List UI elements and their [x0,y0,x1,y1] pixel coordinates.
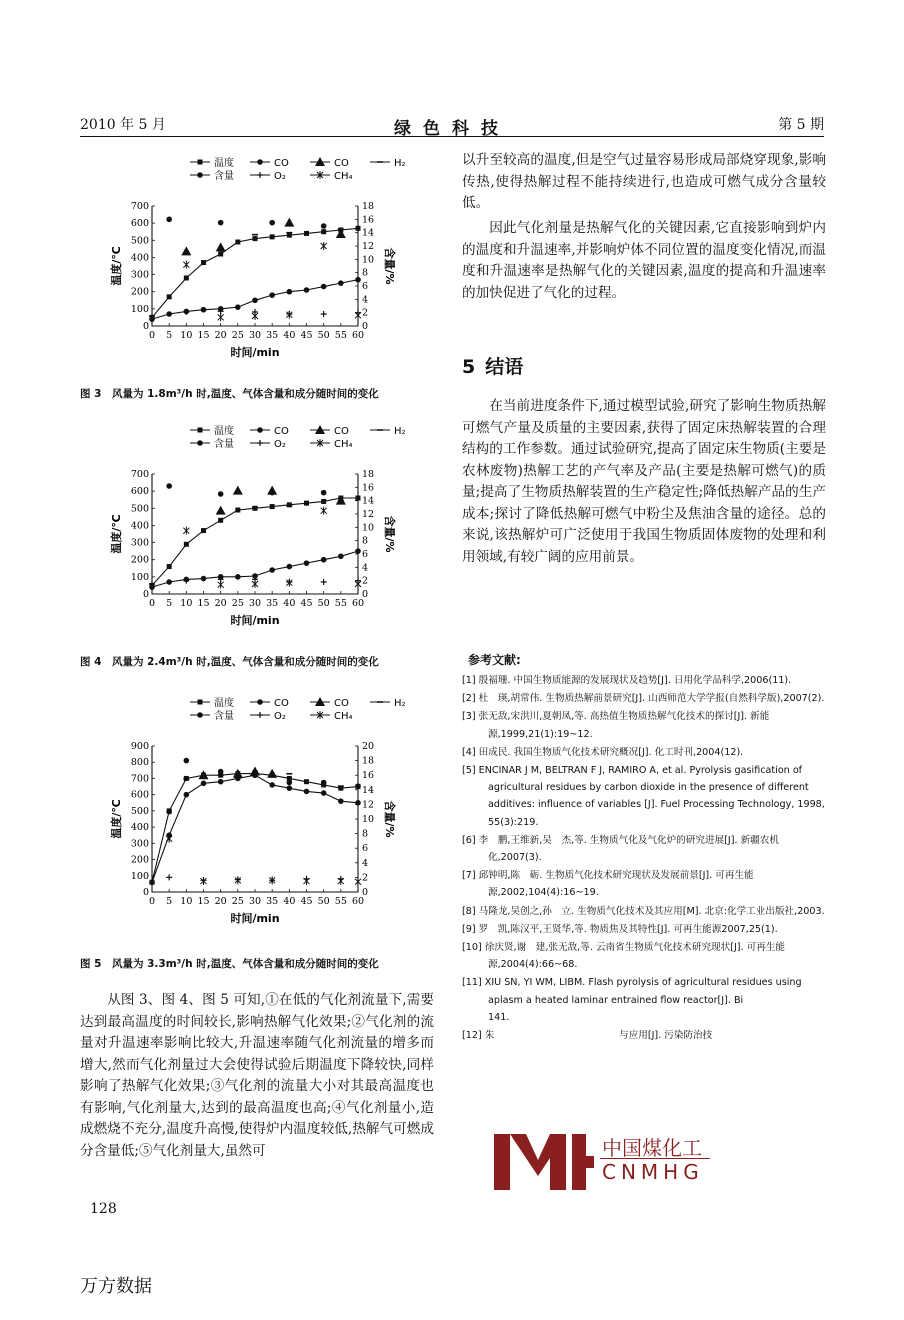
y-tick-label: 700 [130,201,149,212]
data-point-co [184,758,190,764]
data-point-temperature [184,276,189,281]
y-tick-label: 0 [142,321,149,332]
x-tick-label: 55 [334,896,347,907]
figure-5-caption: 图 5 风量为 3.3m³/h 时,温度、气体含量和成分随时间的变化 [80,958,379,970]
data-point-co [321,490,327,496]
data-point-co [269,220,275,226]
x-axis-label: 时间/min [230,614,280,627]
data-point-content [355,277,361,283]
y2-tick-label: 12 [362,509,375,520]
y2-tick-label: 4 [362,562,369,574]
y-tick-label: 0 [142,589,149,600]
x-tick-label: 0 [148,330,156,341]
reference-item: [3] 张无敌,宋洪川,夏朝凤,等. 高热值生物质热解气化技术的探讨[J]. 新能源,1999,21(1):19~12. [462,711,770,740]
y2-tick-label: 18 [362,201,375,212]
y2-tick-label: 8 [362,267,369,279]
y2-tick-label: 14 [362,495,375,507]
y-tick-label: 100 [130,303,149,315]
x-tick-label: 5 [166,598,173,609]
legend-label-o2: O₂ [274,439,286,450]
x-tick-label: 45 [300,598,313,609]
y-tick-label: 200 [130,286,149,298]
legend-label-co2: CO [334,426,349,437]
x-tick-label: 50 [317,330,330,341]
data-point-ch4 [338,877,344,885]
reference-item: [10] 徐庆贤,谢 建,张无敌,等. 云南省生物质气化技术研究现状[J]. 可再生能源,2004(4):66~68. [462,942,786,971]
y-tick-label: 600 [130,218,149,230]
data-point-co [321,223,327,229]
x-tick-label: 10 [180,598,193,609]
conclusion-paragraph: 在当前进度条件下,通过模型试验,研究了影响生物质热解可燃气产量及质量的主要因素,获得了固定床热解装置的合理结构的工作参数。通过试验研究,提高了固定床生物质(主要是农林废物)热解工艺的产气率及产品(主要是热解可燃气)的质量;提高了生物质热解装置的生产稳定性;降低热解产品的生产成本;探讨了降低热解可燃气中粉尘及焦油含量的途径。总的来说,该热解炉可广泛使用于我国生物质固体废物的处理和利用领域,有较广阔的应用前景。 [462,398,826,565]
x-tick-label: 45 [300,330,313,341]
y2-tick-label: 16 [362,214,375,226]
x-tick-label: 15 [197,598,210,609]
x-tick-label: 45 [300,896,313,907]
data-point-temperature [321,499,326,504]
y2-tick-label: 4 [362,294,369,306]
data-point-content [269,782,275,788]
data-point-content [201,576,207,582]
data-point-co2 [216,506,226,515]
legend-label-co2: CO [334,698,349,709]
data-point-ch4 [355,878,361,886]
y2-tick-label: 6 [362,843,369,855]
data-point-co [166,217,172,223]
legend-label-ch4: CH₄ [334,711,353,722]
data-point-temperature [270,504,275,509]
source-label: 万方数据 [80,1276,152,1297]
data-point-ch4 [183,261,189,269]
x-tick-label: 55 [334,598,347,609]
y2-tick-label: 12 [362,241,375,252]
x-tick-label: 25 [231,330,244,341]
figure-4 [80,418,480,640]
references-heading: 参考文献: [468,653,521,667]
watermark-en-text: CNMHG [602,1160,704,1184]
data-point-content [321,284,327,290]
y-tick-label: 100 [130,870,149,882]
x-tick-label: 15 [197,896,210,907]
header-journal: 绿色科技 [394,119,510,139]
legend-label-h2: H₂ [394,158,406,169]
data-point-temperature [235,508,240,513]
data-point-ch4 [218,581,224,589]
x-tick-label: 25 [231,896,244,907]
section-number: 5 [462,356,476,378]
data-point-temperature [356,226,361,231]
data-point-content [269,567,275,573]
data-point-co2 [216,242,226,251]
data-point-content [338,798,344,804]
legend-label-content: 含量 [214,439,234,450]
chart-axes [152,206,358,326]
legend-marker-temperature [198,700,203,705]
data-point-ch4 [252,312,258,320]
watermark-mh-icon [492,1130,600,1192]
y-tick-label: 500 [130,235,149,247]
reference-item: [7] 邱钟明,陈 砺. 生物质气化技术研究现状及发展前景[J]. 可再生能源,2002,104(4):16~19. [462,870,754,899]
legend-marker-content [197,712,203,718]
data-point-temperature [167,564,172,569]
legend-label-co2: CO [334,158,349,169]
data-point-content [235,304,241,310]
data-point-temperature [218,518,223,523]
data-point-temperature [356,496,361,501]
y-tick-label: 300 [130,537,149,549]
y-tick-label: 400 [130,520,149,532]
reference-item: [2] 杜 瑛,胡常伟. 生物质热解前景研究[J]. 山西师范大学学报(自然科学版),2007(2). [462,693,825,705]
y-tick-label: 200 [130,854,149,866]
y-tick-label: 300 [130,269,149,281]
right-paragraph-2: 因此气化剂量是热解气化的关键因素,它直接影响到炉内的温度和升温速率,并影响炉体不同位置的温度变化情况,而温度和升温速率是热解气化的关键因素,温度的提高和升温速率的加快促进了气化的过程。 [462,220,826,301]
y-tick-label: 100 [130,571,149,583]
reference-item: [12] 朱 与应用[J]. 污染防治技 [462,1030,713,1042]
x-tick-label: 10 [180,896,193,907]
y2-tick-label: 0 [362,589,369,600]
data-point-ch4 [286,311,292,319]
x-tick-label: 20 [214,598,227,609]
legend-marker-co [257,427,263,433]
y2-tick-label: 8 [362,828,369,840]
y2-tick-label: 12 [362,799,375,811]
legend-marker-co [257,699,263,705]
y2-tick-label: 10 [362,522,375,534]
data-point-co2 [233,486,243,495]
reference-item: [5] ENCINAR J M, BELTRAN F J, RAMIRO A, et al. Pyrolysis gasification of agricultural residues by carbon dioxide in the presence of different additives: influence of variables [J]. Fuel Processing Technology, 1998, 55(3):219. [462,765,825,828]
y2-tick-label: 6 [362,549,369,560]
data-point-content [184,792,190,798]
data-point-temperature [167,294,172,299]
data-point-content [252,297,258,303]
x-tick-label: 30 [248,330,262,341]
data-point-co [355,783,361,789]
legend-label-h2: H₂ [394,698,406,709]
data-point-content [149,879,155,885]
y2-tick-label: 2 [362,575,369,587]
section-heading [462,352,523,379]
y2-tick-label: 0 [362,887,369,898]
x-tick-label: 40 [283,598,296,609]
x-tick-label: 40 [283,896,296,907]
reference-item: [1] 殷福珊. 中国生物质能源的发展现状及趋势[J]. 日用化学品科学,2006(11). [462,675,792,686]
x-tick-label: 60 [351,598,365,609]
references-list [462,672,878,1045]
series-line-temperature [152,774,358,883]
figure-5-chart [80,690,480,935]
data-point-content [321,557,327,563]
y-tick-label: 200 [130,554,149,566]
y2-axis-label: 含量/% [383,515,396,553]
series-line-content [152,775,358,882]
data-point-co [166,483,172,489]
legend-label-content: 含量 [214,171,234,182]
y-tick-label: 900 [130,741,149,752]
figure-4-chart [80,418,480,640]
legend-label-temperature: 温度 [214,158,234,169]
x-tick-label: 50 [317,598,330,609]
reference-item: [6] 李 鹏,王维新,吴 杰,等. 生物质气化及气化炉的研究进展[J]. 新疆农机化,2007(3). [462,834,779,864]
data-point-temperature [304,779,309,784]
header-date: 2010 年 5 月 [80,117,166,133]
data-point-temperature [253,236,258,241]
x-tick-label: 30 [248,896,262,907]
legend-label-o2: O₂ [274,711,286,722]
y2-axis-label: 含量/% [383,800,396,838]
y2-tick-label: 14 [362,784,375,796]
y2-tick-label: 16 [362,770,375,782]
x-tick-label: 50 [317,896,330,907]
legend-label-temperature: 温度 [214,698,234,709]
data-point-ch4 [252,580,258,588]
data-point-temperature [321,229,326,234]
data-point-temperature [184,542,189,547]
legend-label-co: CO [274,698,289,709]
x-tick-label: 35 [266,598,279,609]
data-point-content [287,785,293,791]
y2-tick-label: 20 [362,741,375,752]
data-point-co2 [267,486,277,495]
x-tick-label: 20 [214,330,227,341]
legend-marker-temperature [198,428,203,433]
y2-tick-label: 18 [362,469,375,480]
data-point-ch4 [321,507,327,515]
data-point-o2 [321,579,327,585]
data-point-co2 [284,218,294,227]
x-tick-label: 10 [180,330,193,341]
y2-tick-label: 2 [362,872,369,884]
legend-marker-o2 [257,712,263,718]
data-point-o2 [166,874,172,880]
legend-marker-co [257,159,263,165]
legend-label-h2: H₂ [394,426,406,437]
right-paragraph-1: 以升至较高的温度,但是空气过量容易形成局部烧穿现象,影响传热,使得热解过程不能持续进行,也造成可燃气成分含量较低。 [462,152,826,211]
left-body-paragraph: 从图 3、图 4、图 5 可知,①在低的气化剂流量下,需要达到最高温度的时间较长,影响热解气化效果;②气化剂的流量对升温速率影响比较大,升温速率随气化剂流量的增多而增大,然而气化剂量过大会使得试验后期温度下降较快,同样影响了热解气化效果;③气化剂的流量大小对其最高温度也有影响,气化剂量大,达到的最高温度也高;④气化剂量小,造成燃烧不充分,温度升高慢,使得炉内温度较低,热解气可燃成分含量低;⑤气化剂量大,虽然可 [80,992,434,1159]
data-point-o2 [321,311,327,317]
data-point-content [355,800,361,806]
legend-label-temperature: 温度 [214,426,234,437]
legend-label-o2: O₂ [274,171,286,182]
reference-item: [4] 田成民. 我国生物质气化技术研究概况[J]. 化工时刊,2004(12). [462,746,744,758]
figure-3 [80,150,480,372]
figure-3-chart [80,150,480,372]
data-point-content [304,560,310,566]
legend-label-content: 含量 [214,711,234,722]
y-tick-label: 700 [130,773,149,785]
data-point-content [218,779,224,785]
x-tick-label: 35 [266,896,279,907]
data-point-ch4 [201,877,207,885]
legend-marker-content [197,172,203,178]
data-point-ch4 [183,527,189,535]
data-point-co [287,780,293,786]
data-point-co [218,220,224,226]
x-tick-label: 0 [148,598,156,609]
y-tick-label: 400 [130,252,149,264]
data-point-content [355,548,361,554]
figure-5 [80,690,480,935]
x-tick-label: 30 [248,598,262,609]
data-point-co [218,491,224,497]
header-issue: 第 5 期 [778,117,824,133]
y2-tick-label: 18 [362,755,375,767]
y2-axis-label: 含量/% [383,247,396,285]
legend-label-co: CO [274,158,289,169]
page-header [80,112,824,137]
x-axis-label: 时间/min [230,346,280,359]
x-tick-label: 5 [166,896,173,907]
y-tick-label: 800 [130,757,149,769]
y-axis-label: 温度/℃ [110,246,123,286]
y-tick-label: 600 [130,486,149,498]
data-point-co [218,769,224,775]
data-point-temperature [201,260,206,265]
data-point-content [166,311,172,317]
legend-label-ch4: CH₄ [334,171,353,182]
data-point-content [235,574,241,580]
x-tick-label: 5 [166,330,173,341]
y2-tick-label: 14 [362,227,375,239]
y2-tick-label: 0 [362,321,369,332]
data-point-content [201,781,207,787]
x-tick-label: 60 [351,330,365,341]
y-tick-label: 700 [130,469,149,480]
data-point-content [201,307,207,313]
data-point-co [321,780,327,786]
y2-tick-label: 4 [362,857,369,869]
data-point-temperature [304,501,309,506]
y-tick-label: 300 [130,838,149,850]
y2-tick-label: 10 [362,814,375,825]
data-point-content [269,292,275,298]
y-tick-label: 400 [130,822,149,834]
data-point-co2 [181,246,191,255]
legend-marker-o2 [257,172,263,178]
figure-4-caption: 图 4 风量为 2.4m³/h 时,温度、气体含量和成分随时间的变化 [80,656,379,668]
y2-tick-label: 8 [362,535,369,547]
data-point-content [304,789,310,795]
y2-tick-label: 16 [362,482,375,494]
data-point-content [321,790,327,796]
data-point-ch4 [321,242,327,250]
data-point-content [338,280,344,286]
page-number: 128 [90,1201,117,1217]
data-point-temperature [201,528,206,533]
y2-tick-label: 6 [362,281,369,292]
watermark-logo [492,1130,722,1192]
y-axis-label: 温度/℃ [110,799,123,839]
legend-label-co: CO [274,426,289,437]
y-tick-label: 600 [130,789,149,801]
reference-item: [11] XIU SN, YI WM, LIBM. Flash pyrolysis of agricultural residues using aplasm a heated laminar entrained flow reactor[J]. Bi 141. [462,977,878,1023]
data-point-ch4 [218,313,224,321]
data-point-content [166,579,172,585]
data-point-content [338,553,344,559]
x-tick-label: 55 [334,330,347,341]
data-point-content [287,289,293,295]
x-tick-label: 60 [351,896,365,907]
watermark-divider [600,1158,710,1159]
series-line-temperature [152,498,358,585]
x-tick-label: 15 [197,330,210,341]
data-point-ch4 [166,835,172,843]
x-tick-label: 40 [283,330,296,341]
y2-tick-label: 10 [362,254,375,266]
data-point-co2 [267,769,277,778]
figure-3-caption: 图 3 风量为 1.8m³/h 时,温度、气体含量和成分随时间的变化 [80,388,379,400]
y2-tick-label: 2 [362,307,369,319]
x-tick-label: 35 [266,330,279,341]
x-tick-label: 25 [231,598,244,609]
data-point-ch4 [235,876,241,884]
data-point-temperature [218,252,223,257]
data-point-ch4 [304,877,310,885]
legend-label-ch4: CH₄ [334,439,353,450]
section-title: 结语 [485,356,524,378]
data-point-temperature [270,234,275,239]
legend-marker-temperature [198,160,203,165]
x-axis-label: 时间/min [230,912,280,925]
data-point-ch4 [355,580,361,588]
y-tick-label: 500 [130,503,149,515]
data-point-content [304,287,310,293]
legend-marker-content [197,440,203,446]
x-tick-label: 20 [214,896,227,907]
reference-item: [9] 罗 凯,陈汉平,王贤华,等. 物质焦及其特性[J]. 可再生能源2007,25(1). [462,923,778,935]
data-point-temperature [235,240,240,245]
x-tick-label: 0 [148,896,156,907]
legend-marker-o2 [257,440,263,446]
y-axis-label: 温度/℃ [110,514,123,554]
data-point-co [166,809,172,815]
data-point-ch4 [355,311,361,319]
reference-item: [8] 马隆龙,吴创之,孙 立. 生物质气化技术及其应用[M]. 北京:化学工业出版社,2003. [462,905,825,917]
data-point-temperature [304,231,309,236]
data-point-content [287,564,293,570]
y-tick-label: 0 [142,887,149,898]
watermark-cn-text: 中国煤化工 [602,1136,702,1160]
data-point-ch4 [286,579,292,587]
y-tick-label: 500 [130,805,149,817]
series-line-temperature [152,228,358,317]
